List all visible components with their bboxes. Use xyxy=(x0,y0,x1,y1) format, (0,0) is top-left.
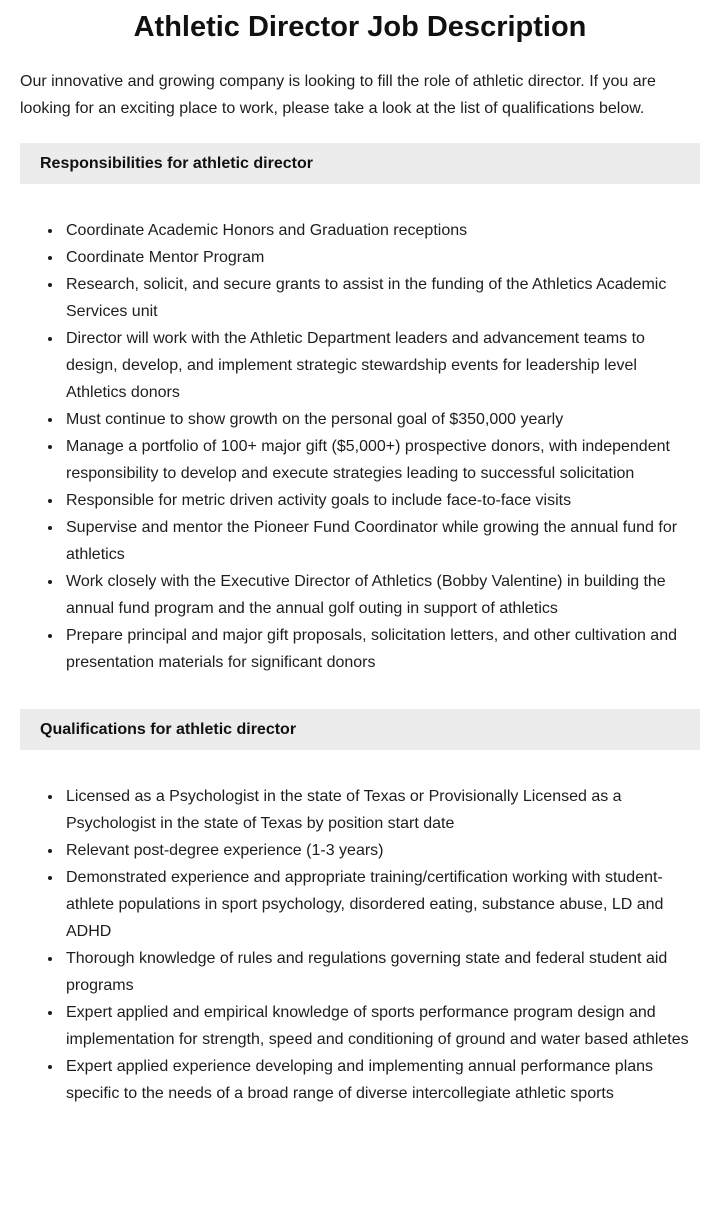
list-item: • Work closely with the Executive Director of Athletics (Bobby Valentine) in building the annual fund program and the annual golf outing in support of athletics xyxy=(63,568,700,622)
responsibilities-section-heading: Responsibilities for athletic director xyxy=(20,143,700,184)
list-item: • Coordinate Academic Honors and Graduation receptions xyxy=(63,217,700,244)
list-item: • Research, solicit, and secure grants to assist in the funding of the Athletics Academic Services unit xyxy=(63,271,700,325)
list-item: • Demonstrated experience and appropriate training/certification working with student-athlete populations in sport psychology, disordered eating, substance abuse, LD and ADHD xyxy=(63,864,700,945)
list-item: • Licensed as a Psychologist in the state of Texas or Provisionally Licensed as a Psychologist in the state of Texas by position start date xyxy=(63,783,700,837)
list-item: • Relevant post-degree experience (1-3 years) xyxy=(63,837,700,864)
list-item: • Director will work with the Athletic Department leaders and advancement teams to design, develop, and implement strategic stewardship events for leadership level Athletics donors xyxy=(63,325,700,406)
section-qualifications xyxy=(20,709,700,1107)
qualifications-section-heading: Qualifications for athletic director xyxy=(20,709,700,750)
page-title: Athletic Director Job Description xyxy=(133,11,587,43)
qualifications-list xyxy=(20,783,700,1107)
list-item: • Expert applied and empirical knowledge of sports performance program design and implementation for strength, speed and conditioning of ground and water based athletes xyxy=(63,999,700,1053)
list-item: • Thorough knowledge of rules and regulations governing state and federal student aid programs xyxy=(63,945,700,999)
list-item: • Supervise and mentor the Pioneer Fund Coordinator while growing the annual fund for athletics xyxy=(63,514,700,568)
list-item: • Expert applied experience developing and implementing annual performance plans specific to the needs of a broad range of diverse intercollegiate athletic sports xyxy=(63,1053,700,1107)
responsibilities-list xyxy=(20,217,700,676)
list-item: • Manage a portfolio of 100+ major gift ($5,000+) prospective donors, with independent responsibility to develop and execute strategies leading to successful solicitation xyxy=(63,433,700,487)
section-responsibilities xyxy=(20,143,700,676)
list-item: • Coordinate Mentor Program xyxy=(63,244,700,271)
list-item: • Must continue to show growth on the personal goal of $350,000 yearly xyxy=(63,406,700,433)
list-item: • Prepare principal and major gift proposals, solicitation letters, and other cultivation and presentation materials for significant donors xyxy=(63,622,700,676)
intro-paragraph: Our innovative and growing company is looking to fill the role of athletic director. If you are looking for an exciting place to work, please take a look at the list of qualifications below. xyxy=(20,73,656,117)
list-item: • Responsible for metric driven activity goals to include face-to-face visits xyxy=(63,487,700,514)
